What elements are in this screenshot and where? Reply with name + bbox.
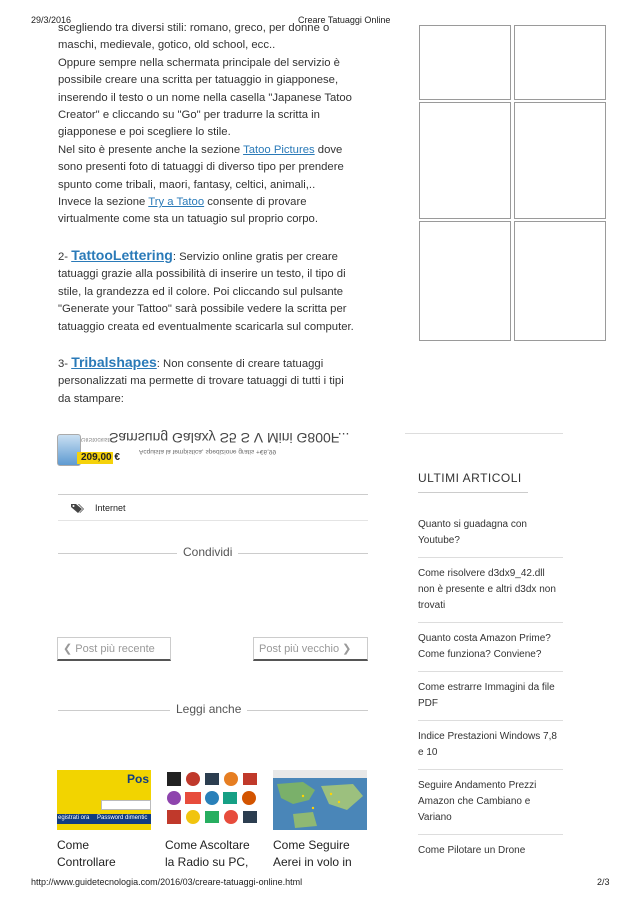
sidebar-latest [405,433,563,867]
thumb-text: Password dimentic [97,815,148,821]
grid-cell [419,102,511,219]
ad-store: GliStockisti [81,436,111,442]
text-line: Creator" e cliccando su "Go" per tradurre la scritta in [58,109,320,122]
text-line: Oppure sempre nella schermata principale del servizio è [58,56,340,69]
item-tattoolettering [58,247,368,336]
thumb-brand: Pos [126,772,149,786]
sidebar-article-link[interactable]: Indice Prestazioni Windows 7,8 e 10 [418,721,563,770]
item-tribalshapes [58,354,368,408]
try-a-tatoo-link[interactable]: Try a Tatoo [148,196,205,209]
text-line: possibile creare una scritta per tatuaggio in giapponese, [58,74,339,87]
sidebar-article-link[interactable]: Come estrarre Immagini da file PDF [418,672,563,721]
text-line: personalizzati ma permette di trovare tatuaggi di tutti i tipi [58,375,344,388]
print-title: Creare Tatuaggi Online [298,15,391,25]
share-title: Condividi [177,545,238,559]
grid-cell [514,25,606,100]
related-thumb-3[interactable] [273,770,367,830]
flight-map-image [273,770,367,830]
text-line: tatuaggio creata ed eventualmente scaricarla sul computer. [58,320,354,333]
related-line: Come Ascoltare [165,838,250,852]
text-fragment: consente di provare [204,196,307,209]
text-line [58,194,368,211]
related-line: Come [57,838,90,852]
related-title-3[interactable] [273,837,373,871]
text-fragment: Invece la sezione [58,196,149,209]
print-url: http://www.guidetecnologia.com/2016/03/creare-tatuaggi-online.html [31,877,303,887]
grid-cell [419,25,511,100]
text-line: "Generate your Tattoo" sarà possibile vedere la scritta per [58,303,347,316]
ad-details: Acquista la tempistica, spedizione gratis +€6,99 [139,448,277,455]
related-title: Leggi anche [170,702,247,716]
tattoolettering-link[interactable]: TattooLettering [71,246,173,263]
sidebar-divider [405,433,563,434]
ad-price: 209,00 € [81,452,120,463]
text-line: virtualmente come sta un tatuagio sul proprio corpo. [58,213,318,226]
text-line [58,142,368,159]
next-post-button[interactable] [253,637,368,661]
text-line: spunto come tribali, maori, fantasy, celtici, animali,.. [58,178,316,191]
item-number: 2- [58,250,72,263]
text-line: da stampare: [58,392,124,405]
next-post-label: Post più vecchio [259,643,340,655]
ad-title: Samsung Galaxy S5 S V Mini G800F... [109,430,350,446]
sidebar-article-link[interactable]: Come risolvere d3dx9_42.dll non è presente e altri d3dx non trovati [418,558,563,623]
text-line: inserendo il testo o un nome nella casella "Japanese Tatoo [58,91,352,104]
text-fragment: : Non consente di creare tatuaggi [156,357,324,370]
article-body [58,20,368,408]
ad-banner[interactable] [55,430,350,466]
related-line: Controllare [57,855,116,869]
text-line: scegliendo tra diversi stili: romano, greco, per donne o [58,22,330,34]
text-line: giapponese e poi scegliere lo stile. [58,126,231,139]
grid-cell [514,221,606,341]
sidebar-article-link[interactable]: Seguire Andamento Prezzi Amazon che Cambiano e Variano [418,770,563,835]
related-thumb-2[interactable] [165,770,259,830]
article-intro [58,20,368,229]
related-line: Aerei in volo in [273,855,352,869]
grid-cell [419,221,511,341]
text-line [58,247,368,266]
thumb-field [101,800,151,810]
tag-internet[interactable]: Internet [95,503,126,513]
text-fragment: Nel sito è presente anche la sezione [58,143,244,156]
sidebar-title: ULTIMI ARTICOLI [418,471,522,485]
tribalshapes-link[interactable]: Tribalshapes [71,353,157,370]
print-page-number: 2/3 [597,877,610,887]
chevron-right-icon: ❯ [339,643,352,655]
related-line: Come Seguire [273,838,350,852]
related-title-2[interactable] [165,837,265,871]
prev-post-button[interactable] [57,637,171,661]
text-line: tatuaggi grazie alla possibilità di inserire un testo, il tipo di [58,268,346,281]
tag-icon [70,501,84,519]
text-line: stile, la grandezza ed il colore. Poi cliccando sul pulsante [58,285,344,298]
chevron-left-icon: ❮ [63,643,76,655]
related-line: la Radio su PC, [165,855,249,869]
text-fragment: dove [314,143,343,156]
tatoo-pictures-link[interactable]: Tatoo Pictures [243,143,315,156]
sidebar-article-link[interactable]: Quanto si guadagna con Youtube? [418,509,563,558]
related-title-1[interactable] [57,837,157,871]
radio-logos-image [165,770,259,830]
sidebar-article-link[interactable]: Quanto costa Amazon Prime? Come funziona? Conviene? [418,623,563,672]
thumb-text: egistrati ora [58,815,90,821]
related-thumb-1[interactable] [57,770,151,830]
divider [58,494,368,495]
text-line: sono presenti foto di tatuaggi di diverso tipo per prendere [58,161,344,174]
prev-post-label: Post più recente [75,643,155,655]
sidebar-article-link[interactable]: Come Pilotare un Drone [418,845,526,856]
item-number: 3- [58,357,72,370]
divider [58,520,368,521]
text-fragment: : Servizio online gratis per creare [172,250,338,263]
text-line [58,354,368,373]
image-grid [419,25,607,341]
grid-cell [514,102,606,219]
print-date: 29/3/2016 [31,15,72,25]
text-line: maschi, medievale, gotico, old school, ecc.. [58,39,276,52]
